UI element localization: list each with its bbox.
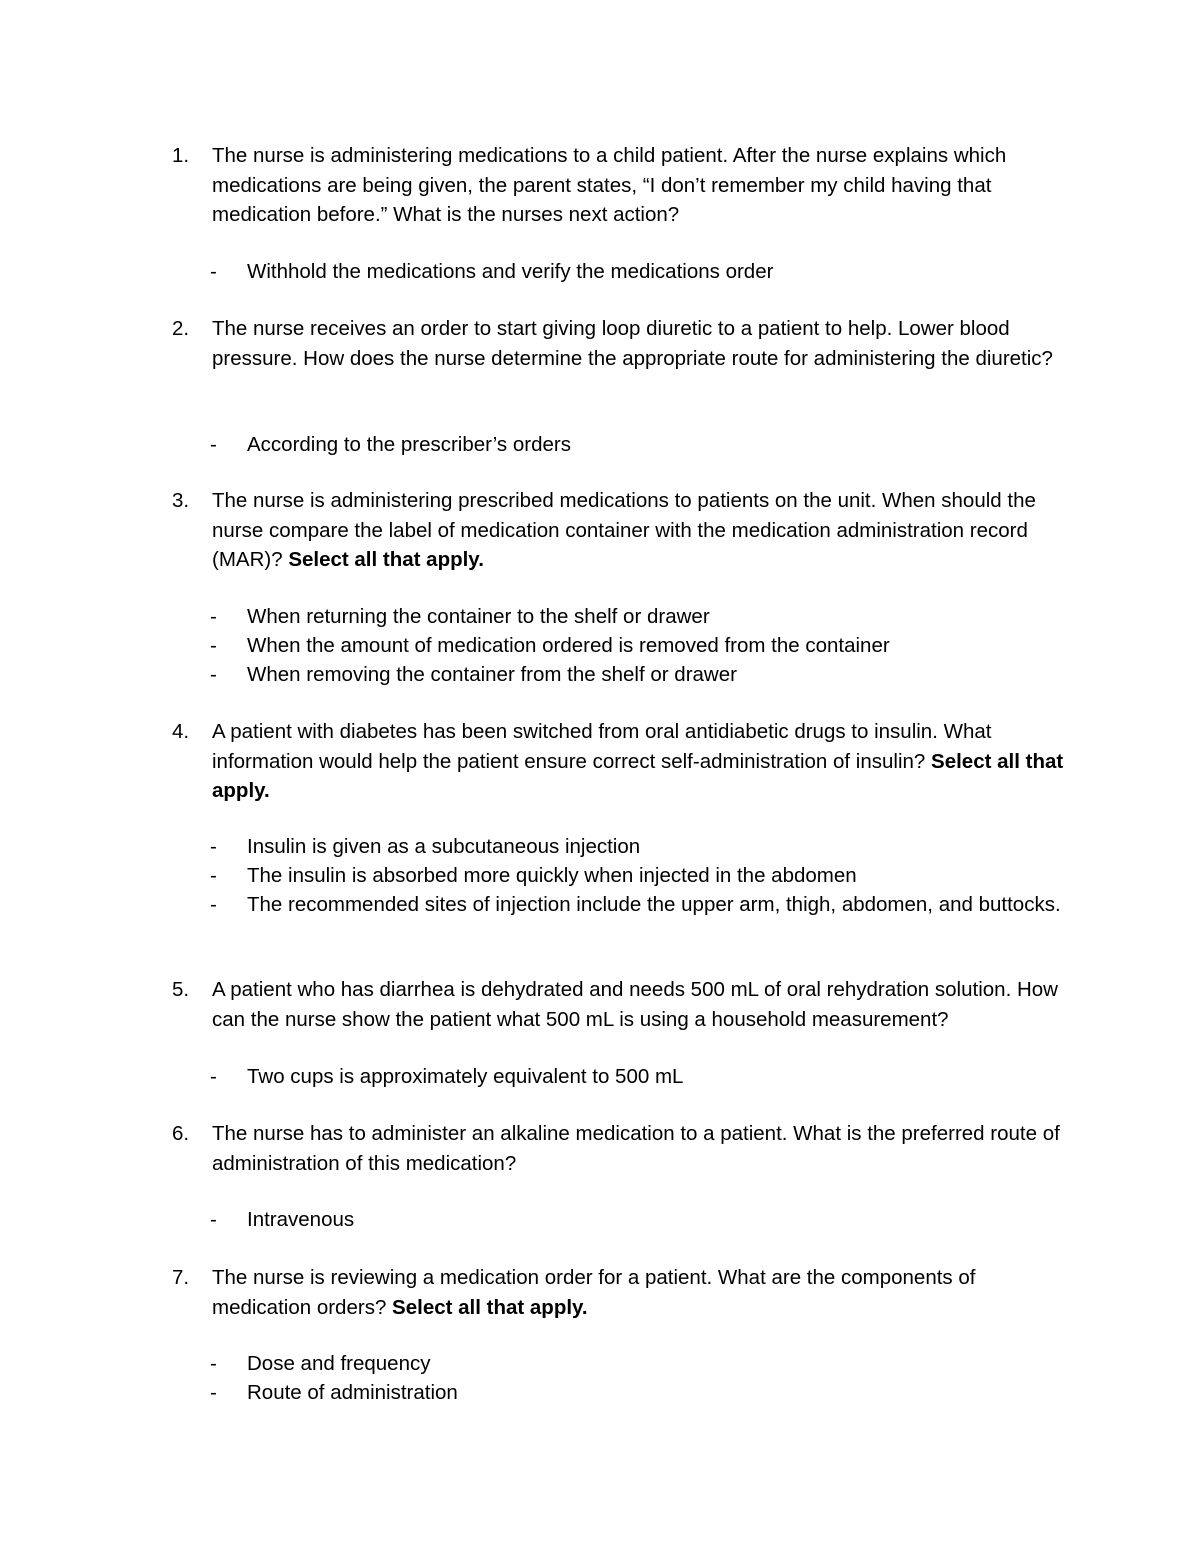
- select-all-instruction: Select all that apply.: [392, 1295, 588, 1319]
- question-5: [172, 975, 1072, 1034]
- question-text: [212, 717, 1072, 806]
- answer-list-4: [210, 832, 1070, 919]
- answer-item: [210, 890, 1070, 919]
- answer-list-5: [210, 1062, 1070, 1091]
- bullet-dash: -: [210, 605, 217, 628]
- answer-text: Two cups is approximately equivalent to 500 mL: [247, 1065, 684, 1088]
- bullet-dash: -: [210, 1381, 217, 1404]
- answer-item: [210, 861, 1070, 890]
- question-text: [212, 486, 1072, 575]
- question-prompt: The nurse receives an order to start giving loop diuretic to a patient to help. Lower blood pressure. How does the nurse determine the appropriate route for administering the diuretic?: [212, 317, 1053, 370]
- question-number: 5.: [172, 978, 190, 1001]
- answer-item: [210, 832, 1070, 861]
- question-text: [212, 1263, 1072, 1322]
- bullet-dash: -: [210, 1352, 217, 1375]
- bullet-dash: -: [210, 893, 217, 916]
- question-prompt: A patient with diabetes has been switched from oral antidiabetic drugs to insulin. What information would help the patient ensure correct self-administration of insulin?: [212, 720, 992, 773]
- answer-text: Withhold the medications and verify the medications order: [247, 260, 774, 283]
- bullet-dash: -: [210, 260, 217, 283]
- question-number: 6.: [172, 1122, 190, 1145]
- bullet-dash: -: [210, 663, 217, 686]
- select-all-instruction: Select all that apply.: [288, 548, 484, 571]
- answer-text: When the amount of medication ordered is removed from the container: [247, 634, 890, 657]
- question-text: [212, 1119, 1072, 1178]
- question-number: 7.: [172, 1266, 190, 1289]
- answer-item: [210, 430, 1070, 459]
- question-prompt: The nurse is reviewing a medication order for a patient. What are the components of medication orders?: [212, 1266, 976, 1319]
- question-text: [212, 141, 1072, 230]
- answer-text: When returning the container to the shelf or drawer: [247, 605, 710, 628]
- answer-item: [210, 631, 1070, 660]
- question-prompt: A patient who has diarrhea is dehydrated and needs 500 mL of oral rehydration solution. How can the nurse show the patient what 500 mL is using a household measurement?: [212, 978, 1058, 1031]
- answer-text: Intravenous: [247, 1208, 355, 1231]
- question-text: [212, 314, 1072, 373]
- answer-list-1: [210, 257, 1070, 286]
- bullet-dash: -: [210, 1208, 217, 1231]
- answer-text: According to the prescriber’s orders: [247, 433, 571, 456]
- bullet-dash: -: [210, 835, 217, 858]
- bullet-dash: -: [210, 634, 217, 657]
- bullet-dash: -: [210, 864, 217, 887]
- answer-item: [210, 1349, 1070, 1378]
- question-6: [172, 1119, 1072, 1178]
- answer-text: The recommended sites of injection include the upper arm, thigh, abdomen, and buttocks.: [247, 893, 1061, 916]
- bullet-dash: -: [210, 433, 217, 456]
- answer-list-7: [210, 1349, 1070, 1407]
- answer-text: Insulin is given as a subcutaneous injection: [247, 835, 641, 858]
- question-number: 4.: [172, 720, 190, 743]
- answer-text: When removing the container from the shelf or drawer: [247, 663, 737, 686]
- answer-list-3: [210, 602, 1070, 689]
- question-3: [172, 486, 1072, 575]
- question-number: 3.: [172, 489, 190, 512]
- answer-list-2: [210, 430, 1070, 459]
- question-4: [172, 717, 1072, 806]
- answer-item: [210, 602, 1070, 631]
- select-all-instruction: Select all that apply.: [212, 749, 1064, 802]
- question-7: [172, 1263, 1072, 1322]
- question-prompt: The nurse is administering medications to a child patient. After the nurse explains which medications are being given, the parent states, “I don’t remember my child having that medication before.” What is the nurses next action?: [212, 144, 1007, 226]
- question-1: [172, 141, 1072, 230]
- question-prompt: The nurse is administering prescribed medications to patients on the unit. When should the nurse compare the label of medication container with the medication administration record (MAR)?: [212, 489, 1036, 571]
- answer-item: [210, 257, 1070, 286]
- question-number: 1.: [172, 144, 190, 167]
- question-2: [172, 314, 1072, 373]
- bullet-dash: -: [210, 1065, 217, 1088]
- answer-item: [210, 1062, 1070, 1091]
- answer-item: [210, 660, 1070, 689]
- answer-text: Route of administration: [247, 1381, 458, 1404]
- answer-list-6: [210, 1205, 1070, 1234]
- question-prompt: The nurse has to administer an alkaline medication to a patient. What is the preferred route of administration of this medication?: [212, 1122, 1060, 1175]
- question-number: 2.: [172, 317, 190, 340]
- answer-text: Dose and frequency: [247, 1352, 431, 1375]
- answer-item: [210, 1205, 1070, 1234]
- question-text: [212, 975, 1072, 1034]
- answer-item: [210, 1378, 1070, 1407]
- answer-text: The insulin is absorbed more quickly when injected in the abdomen: [247, 864, 857, 887]
